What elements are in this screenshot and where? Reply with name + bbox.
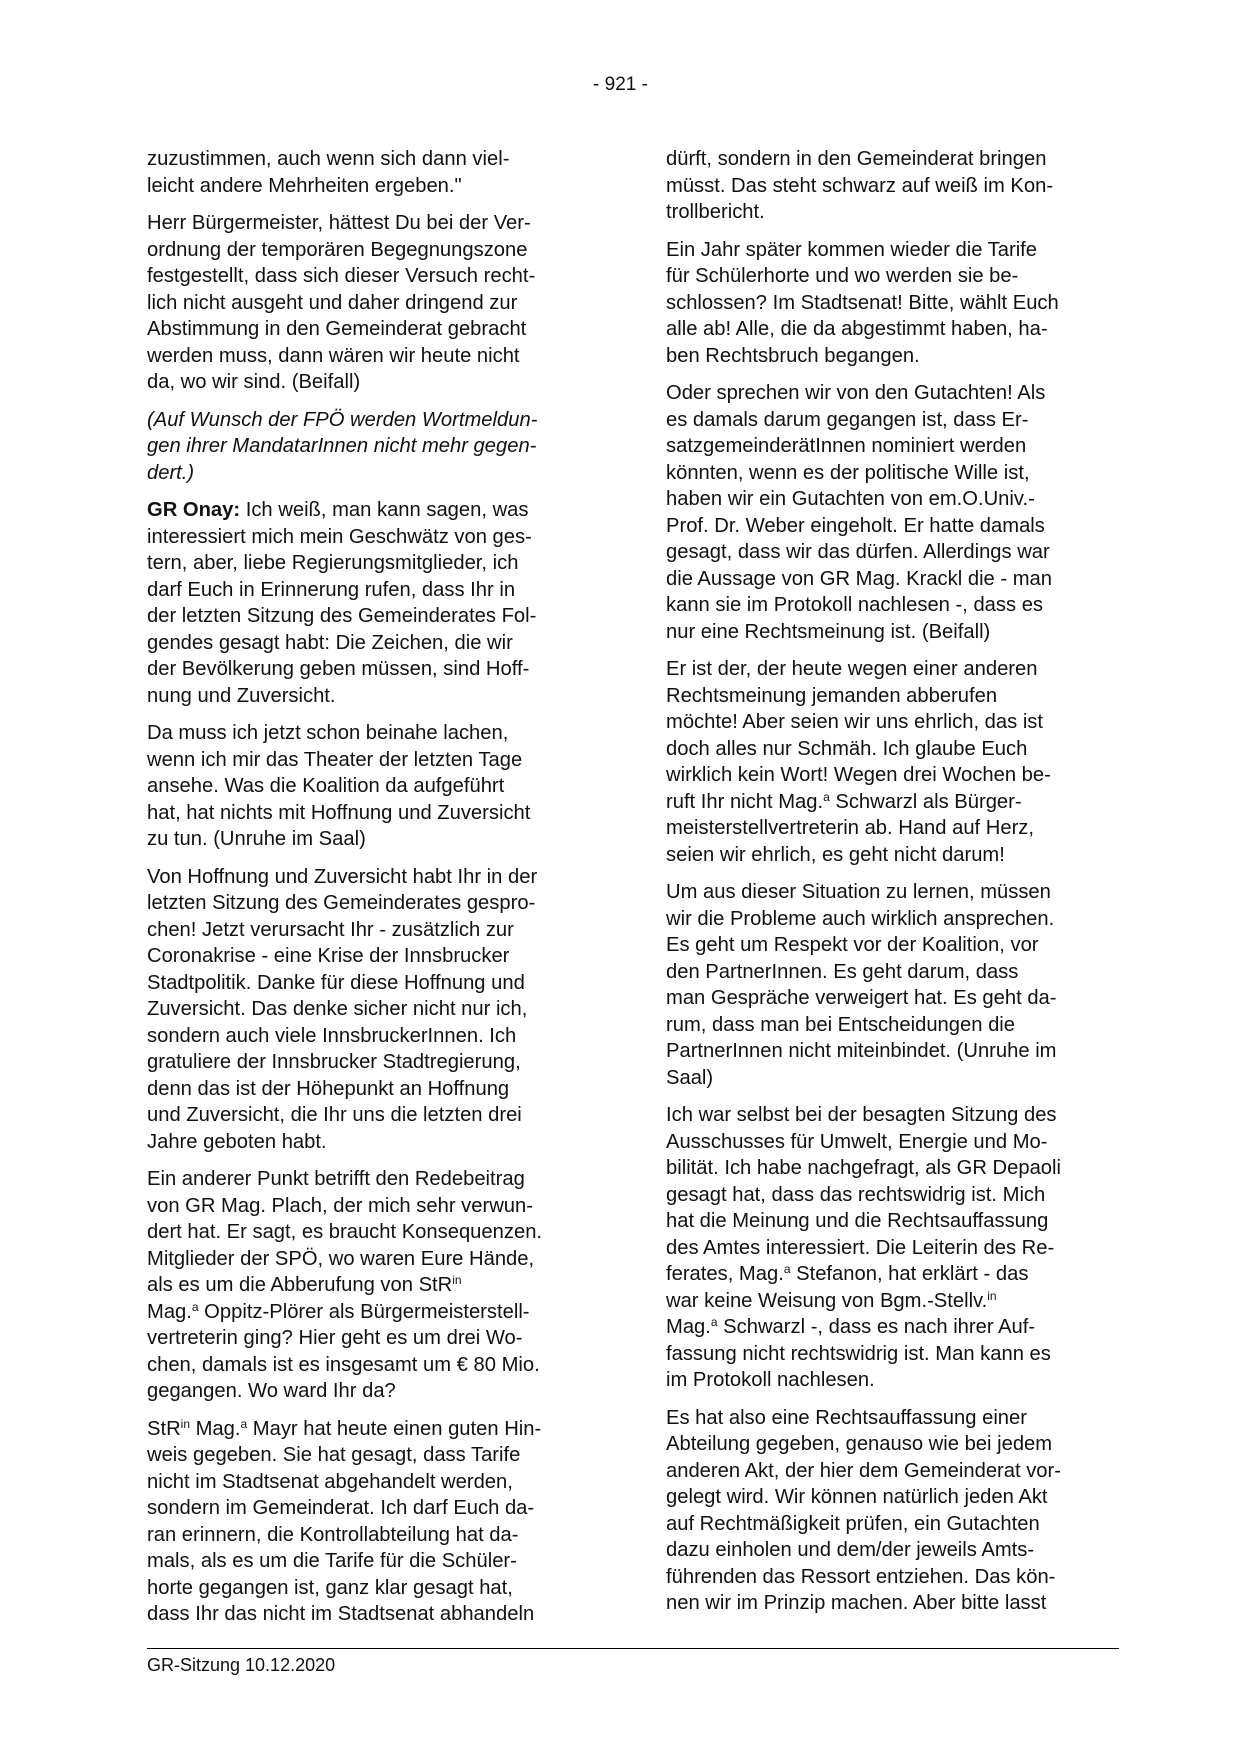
- body-paragraph: GR Onay: Ich weiß, man kann sagen, was interessiert mich mein Geschwätz von ges- tern, aber, liebe Regierungsmitglieder, ich darf Euch in Erinnerung rufen, dass Ihr in der letzten Sitzung des Gemeinderates Fol- gendes gesagt habt: Die Zeichen, die wir der Bevölkerung geben müssen, sind Hoff- nung und Zuversicht.: [147, 499, 537, 707]
- body-paragraph: zuzustimmen, auch wenn sich dann viel- leicht andere Mehrheiten ergeben.": [147, 148, 510, 197]
- body-paragraph: dürft, sondern in den Gemeinderat bringen müsst. Das steht schwarz auf weiß im Kon- trollbericht.: [666, 148, 1054, 223]
- italic-note-paragraph: (Auf Wunsch der FPÖ werden Wortmeldun- gen ihrer MandatarInnen nicht mehr gegen- dert.): [147, 408, 538, 484]
- body-paragraph: Es hat also eine Rechtsauffassung einer Abteilung gegeben, genauso wie bei jedem anderen Akt, der hier dem Gemeinderat vor- gelegt wird. Wir können natürlich jeden Akt auf Rechtmäßigkeit prüfen, ein Gutachten dazu einholen und dem/der jeweils Amts- führenden das Ressort entziehen. Das kön- nen wir im Prinzip machen. Aber bitte lasst: [666, 1406, 1061, 1614]
- body-paragraph: Um aus dieser Situation zu lernen, müssen wir die Probleme auch wirklich ansprechen. Es geht um Respekt vor der Koalition, vor den PartnerInnen. Es geht darum, dass man Gespräche verweigert hat. Es geht da- rum, dass man bei Entscheidungen die PartnerInnen nicht miteinbindet. (Unruhe im Saal): [666, 881, 1057, 1089]
- body-paragraph: StR$^{in}$ Mag.$^a$ Mayr hat heute einen guten Hin- weis gegeben. Sie hat gesagt, dass Tarife nicht im Stadtsenat abgehandelt werden, sondern im Gemeinderat. Ich darf Euch da- ran erinnern, die Kontrollabteilung hat da- mals, als es um die Tarife für die Schüler- horte gegangen ist, ganz klar gesagt hat, dass Ihr das nicht im Stadtsenat abhandeln: [147, 1416, 542, 1625]
- body-paragraph: Ein Jahr später kommen wieder die Tarife für Schülerhorte und wo werden sie be- schlossen? Im Stadtsenat! Bitte, wählt Euch alle ab! Alle, die da abgestimmt haben, ha- ben Rechtsbruch begangen.: [666, 238, 1059, 367]
- body-paragraph: Oder sprechen wir von den Gutachten! Als es damals darum gegangen ist, dass Er- satzgemeinderätInnen nominiert werden könnten, wenn es der politische Wille ist, haben wir ein Gutachten von em.O.Univ.- Prof. Dr. Weber eingeholt. Er hatte damals gesagt, dass wir das dürfen. Allerdings war die Aussage von GR Mag. Krackl die - man kann sie im Protokoll nachlesen -, dass es nur eine Rechtsmeinung ist. (Beifall): [666, 382, 1052, 643]
- body-paragraph: Ein anderer Punkt betrifft den Redebeitrag von GR Mag. Plach, der mich sehr verwun- dert hat. Er sagt, es braucht Konsequenzen. Mitglieder der SPÖ, wo waren Eure Hände, als es um die Abberufung von StR$^{in}$ Mag.$^a$ Oppitz-Plörer als Bürgermeisterstell- vertreterin ging? Hier geht es um drei Wo- chen, damals ist es insgesamt um € 80 Mio. gegangen. Wo ward Ihr da?: [147, 1168, 543, 1402]
- body-paragraph: Von Hoffnung und Zuversicht habt Ihr in der letzten Sitzung des Gemeinderates gespro- chen! Jetzt verursacht Ihr - zusätzlich zur Coronakrise - eine Krise der Innsbrucker Stadtpolitik. Danke für diese Hoffnung und Zuversicht. Das denke sicher nicht nur ich, sondern auch viele InnsbruckerInnen. Ich gratuliere der Innsbrucker Stadtregierung, denn das ist der Höhepunkt an Hoffnung und Zuversicht, die Ihr uns die letzten drei Jahre geboten habt.: [147, 865, 538, 1153]
- body-paragraph: Er ist der, der heute wegen einer anderen Rechtsmeinung jemanden abberufen möchte! Aber seien wir uns ehrlich, das ist doch alles nur Schmäh. Ich glaube Euch wirklich kein Wort! Wegen drei Wochen be- ruft Ihr nicht Mag.$^a$ Schwarzl als Bürger- meisterstellvertreterin ab. Hand auf Herz, seien wir ehrlich, es geht nicht darum!: [666, 658, 1051, 866]
- page-number: - 921 -: [593, 74, 648, 95]
- left-column: [147, 146, 607, 1639]
- body-paragraph: Herr Bürgermeister, hättest Du bei der Ver- ordnung der temporären Begegnungszone festgestellt, dass sich dieser Versuch recht- lich nicht ausgeht und daher dringend zur Abstimmung in den Gemeinderat gebracht werden muss, dann wären wir heute nicht da, wo wir sind. (Beifall): [147, 212, 536, 393]
- speaker-name: GR Onay:: [147, 499, 241, 521]
- footer-session-date: GR-Sitzung 10.12.2020: [147, 1655, 336, 1675]
- body-paragraph: Ich war selbst bei der besagten Sitzung des Ausschusses für Umwelt, Energie und Mo- bilität. Ich habe nachgefragt, als GR Depaoli gesagt hat, dass das rechtswidrig ist. Mich hat die Meinung und die Rechtsauffassung des Amtes interessiert. Die Leiterin des Re- ferates, Mag.$^a$ Stefanon, hat erklärt - das war keine Weisung von Bgm.-Stellv.$^{in}$ Mag.$^a$ Schwarzl -, dass es nach ihrer Auf- fassung nicht rechtswidrig ist. Man kann es im Protokoll nachlesen.: [666, 1104, 1062, 1391]
- right-column: [666, 146, 1126, 1628]
- footer-divider: [147, 1648, 1119, 1649]
- body-paragraph: Da muss ich jetzt schon beinahe lachen, wenn ich mir das Theater der letzten Tage ansehe. Was die Koalition da aufgeführt hat, hat nichts mit Hoffnung und Zuversicht zu tun. (Unruhe im Saal): [147, 722, 531, 850]
